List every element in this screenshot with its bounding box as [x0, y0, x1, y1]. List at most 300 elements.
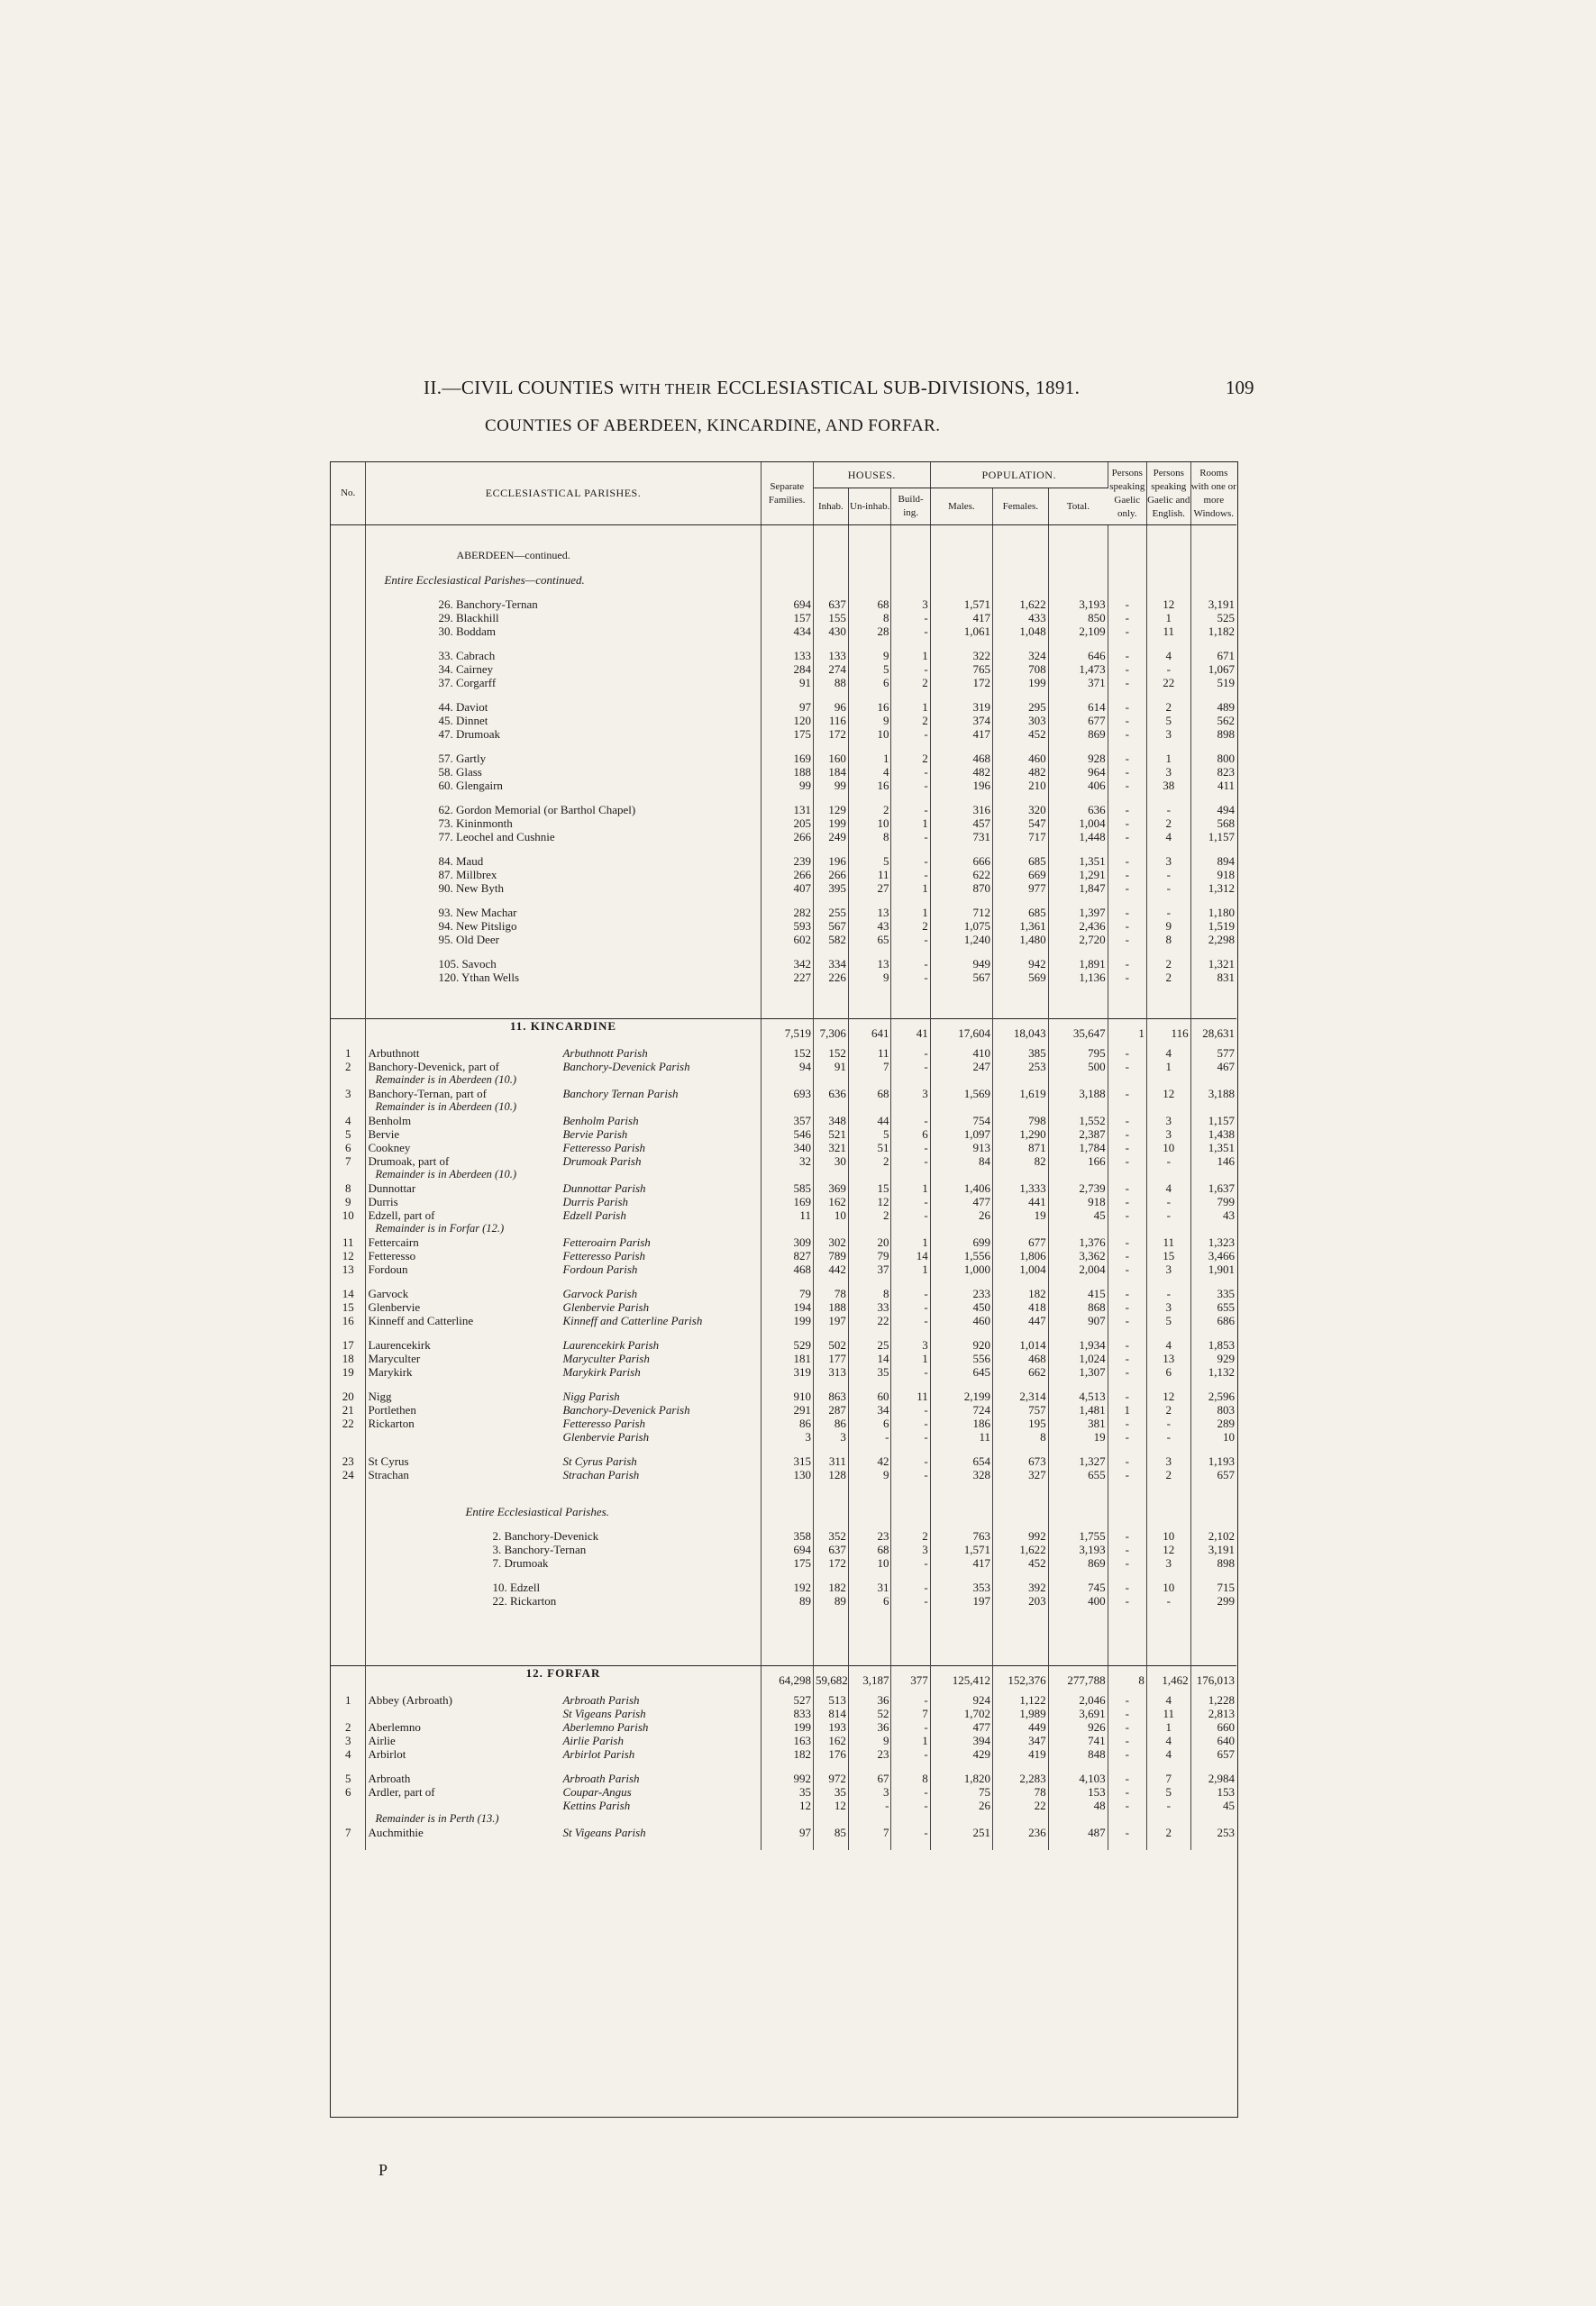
empty-cell	[813, 1618, 848, 1642]
empty-cell	[331, 1642, 366, 1666]
value-cell: -	[1108, 676, 1146, 689]
value-cell: 196	[813, 854, 848, 868]
value-cell: 671	[1217, 649, 1235, 662]
empty-cell	[1190, 1570, 1236, 1581]
parish-name-cell	[366, 1114, 761, 1127]
parish-name-cell	[366, 1181, 761, 1195]
county-total-row	[331, 1666, 1236, 1694]
empty-cell	[813, 895, 848, 906]
value-cell: 3	[1146, 1114, 1190, 1127]
table-row	[331, 1556, 1236, 1570]
empty-cell	[930, 1518, 992, 1529]
row-number: 20	[331, 1390, 366, 1403]
empty-cell	[1108, 1100, 1146, 1114]
value-cell: -	[1108, 1114, 1146, 1127]
ecclesiastical-parish: Marykirk Parish	[562, 1365, 641, 1379]
value-cell: 418	[992, 1300, 1048, 1314]
value-cell: 1,569	[930, 1087, 992, 1100]
value-cell: 255	[813, 906, 848, 919]
value-cell: -	[891, 830, 930, 843]
empty-cell	[930, 984, 992, 995]
value-cell: 12	[1146, 597, 1190, 611]
value-cell: 1,122	[992, 1693, 1048, 1707]
value-cell: -	[891, 1314, 930, 1327]
value-cell: 251	[930, 1826, 992, 1839]
value-cell: -	[891, 1430, 930, 1444]
empty-cell	[992, 587, 1048, 597]
civil-parish: Airlie	[368, 1734, 396, 1747]
remainder-note: Remainder is in Perth (13.)	[366, 1812, 761, 1826]
value-cell: 2	[1146, 700, 1190, 714]
county-name: 12. FORFAR	[366, 1666, 761, 1694]
value-cell: 197	[813, 1314, 848, 1327]
value-cell: -	[1108, 611, 1146, 624]
value-cell: 2,720	[1048, 933, 1108, 946]
empty-cell	[848, 741, 891, 752]
value-cell: 868	[1048, 1300, 1108, 1314]
value-cell: 320	[992, 803, 1048, 816]
value-cell: -	[848, 1430, 891, 1444]
value-cell: 992	[992, 1529, 1048, 1543]
spacer-row	[331, 741, 1236, 752]
value-cell: 694	[761, 597, 813, 611]
value-cell: -	[1108, 881, 1146, 895]
value-cell: -	[1108, 1235, 1146, 1249]
value-cell: 182	[992, 1287, 1048, 1300]
table-row	[331, 1693, 1236, 1707]
empty-cell	[1190, 1761, 1236, 1772]
table-row	[331, 1430, 1236, 1444]
parish-name: 93. New Machar	[366, 906, 761, 919]
empty-cell	[1190, 741, 1236, 752]
value-cell: -	[1108, 1262, 1146, 1276]
value-cell: 316	[930, 803, 992, 816]
value-cell: 11	[1146, 1235, 1190, 1249]
value-cell: 457	[930, 816, 992, 830]
civil-parish: Fettercairn	[368, 1235, 419, 1249]
empty-cell	[1146, 1379, 1190, 1390]
value-cell: 871	[992, 1141, 1048, 1154]
row-number: 21	[331, 1403, 366, 1417]
census-table	[331, 462, 1236, 1850]
value-cell: 172	[813, 727, 848, 741]
empty-cell	[1108, 1518, 1146, 1529]
value-cell: -	[1146, 881, 1190, 895]
table-row	[331, 597, 1236, 611]
empty-cell	[331, 727, 366, 741]
empty-cell	[761, 1444, 813, 1454]
row-number: 6	[331, 1785, 366, 1799]
parish-name-cell	[366, 1390, 761, 1403]
empty-cell	[1190, 1379, 1236, 1390]
value-cell: 949	[930, 957, 992, 971]
parish-name: 2. Banchory-Devenick	[366, 1529, 761, 1543]
value-cell: -	[1108, 1468, 1146, 1481]
empty-cell	[930, 843, 992, 854]
empty-cell	[331, 854, 366, 868]
value-cell: 1,240	[930, 933, 992, 946]
empty-cell	[1108, 573, 1146, 587]
value-cell: 3	[848, 1785, 891, 1799]
empty-cell	[366, 1618, 761, 1642]
table-row	[331, 1300, 1236, 1314]
table-row	[331, 1181, 1236, 1195]
value-cell: 803	[1217, 1403, 1235, 1417]
value-cell: 6	[848, 1594, 891, 1608]
table-row	[331, 1707, 1236, 1720]
value-cell: 4	[1146, 1181, 1190, 1195]
empty-cell	[1048, 1444, 1108, 1454]
value-cell: 266	[813, 868, 848, 881]
col-inhab: Inhab.	[813, 488, 848, 525]
empty-cell	[1048, 562, 1108, 573]
value-cell: -	[1108, 1707, 1146, 1720]
value-cell: 1,473	[1048, 662, 1108, 676]
value-cell: 1,004	[1048, 816, 1108, 830]
value-cell: 120	[761, 714, 813, 727]
value-cell: 97	[761, 700, 813, 714]
empty-cell	[761, 1481, 813, 1505]
value-cell: 91	[761, 676, 813, 689]
empty-cell	[761, 1812, 813, 1826]
empty-cell	[930, 1168, 992, 1181]
empty-cell	[1048, 741, 1108, 752]
value-cell: 3	[1146, 765, 1190, 779]
total-cell: 59,682	[813, 1666, 848, 1694]
value-cell: 13	[1146, 1352, 1190, 1365]
section-subheading: Entire Ecclesiastical Parishes—continued.	[366, 573, 761, 587]
ecclesiastical-parish: Glenbervie Parish	[562, 1300, 650, 1314]
value-cell: 3	[891, 1338, 930, 1352]
empty-cell	[1190, 1839, 1236, 1850]
value-cell: 352	[813, 1529, 848, 1543]
empty-cell	[930, 1276, 992, 1287]
value-cell: -	[891, 727, 930, 741]
value-cell: 381	[1048, 1417, 1108, 1430]
value-cell: 227	[761, 971, 813, 984]
empty-cell	[813, 1327, 848, 1338]
value-cell: 525	[1217, 611, 1235, 624]
value-cell: -	[891, 1208, 930, 1222]
value-cell: 239	[761, 854, 813, 868]
value-cell: 2	[1146, 816, 1190, 830]
empty-cell	[331, 597, 366, 611]
value-cell: 175	[761, 727, 813, 741]
value-cell: 715	[1217, 1581, 1235, 1594]
table-row	[331, 1127, 1236, 1141]
row-number: 12	[331, 1249, 366, 1262]
value-cell: 16	[848, 779, 891, 792]
value-cell: 9	[1146, 919, 1190, 933]
value-cell: 6	[848, 1417, 891, 1430]
value-cell: 1	[1146, 1720, 1190, 1734]
empty-cell	[1190, 1327, 1236, 1338]
civil-parish: Edzell, part of	[368, 1208, 435, 1222]
value-cell: 3,466	[1208, 1249, 1235, 1262]
empty-cell	[1146, 1518, 1190, 1529]
value-cell: -	[1108, 1087, 1146, 1100]
value-cell: 800	[1217, 752, 1235, 765]
parish-name-cell	[366, 1365, 761, 1379]
value-cell: 60	[848, 1390, 891, 1403]
empty-cell	[1190, 549, 1236, 562]
empty-cell	[1108, 1073, 1146, 1087]
empty-cell	[1190, 995, 1236, 1019]
parish-name-cell	[366, 1734, 761, 1747]
value-cell: 172	[930, 676, 992, 689]
value-cell: 763	[930, 1529, 992, 1543]
empty-cell	[992, 792, 1048, 803]
value-cell: 4	[1146, 649, 1190, 662]
empty-cell	[1146, 1481, 1190, 1505]
empty-cell	[331, 1444, 366, 1454]
value-cell: -	[1108, 816, 1146, 830]
empty-cell	[761, 562, 813, 573]
table-row	[331, 649, 1236, 662]
empty-cell	[1108, 1505, 1146, 1518]
empty-cell	[992, 1839, 1048, 1850]
value-cell: 1,481	[1048, 1403, 1108, 1417]
empty-cell	[992, 549, 1048, 562]
ecclesiastical-parish: Banchory-Devenick Parish	[562, 1403, 690, 1417]
parish-name-cell	[366, 1235, 761, 1249]
empty-cell	[891, 792, 930, 803]
value-cell: 2,046	[1048, 1693, 1108, 1707]
spacer-row	[331, 1618, 1236, 1642]
empty-cell	[848, 562, 891, 573]
value-cell: 717	[992, 830, 1048, 843]
value-cell: 1	[1146, 611, 1190, 624]
empty-cell	[813, 689, 848, 700]
value-cell: 1,806	[992, 1249, 1048, 1262]
empty-cell	[331, 1812, 366, 1826]
ecclesiastical-parish: Fetteresso Parish	[562, 1141, 646, 1154]
value-cell: 3	[891, 597, 930, 611]
value-cell: 3,691	[1048, 1707, 1108, 1720]
value-cell: 12	[848, 1195, 891, 1208]
value-cell: 4	[848, 765, 891, 779]
value-cell: 928	[1048, 752, 1108, 765]
empty-cell	[930, 1379, 992, 1390]
ecclesiastical-parish: Kettins Parish	[562, 1799, 631, 1812]
empty-cell	[891, 1100, 930, 1114]
table-row	[331, 1141, 1236, 1154]
empty-cell	[1190, 843, 1236, 854]
empty-cell	[848, 689, 891, 700]
value-cell: 9	[848, 1468, 891, 1481]
value-cell: 321	[813, 1141, 848, 1154]
value-cell: 662	[992, 1365, 1048, 1379]
value-cell: 8	[891, 1772, 930, 1785]
value-cell: 429	[930, 1747, 992, 1761]
value-cell: 6	[1146, 1365, 1190, 1379]
civil-parish: Fordoun	[368, 1262, 408, 1276]
row-number: 16	[331, 1314, 366, 1327]
value-cell: 4	[1146, 1693, 1190, 1707]
value-cell: -	[1108, 1826, 1146, 1839]
empty-cell	[1190, 1608, 1236, 1618]
empty-cell	[1190, 1812, 1236, 1826]
empty-cell	[1146, 1618, 1190, 1642]
empty-cell	[1048, 689, 1108, 700]
empty-cell	[891, 895, 930, 906]
value-cell: 1,619	[992, 1087, 1048, 1100]
empty-cell	[1146, 587, 1190, 597]
table-row	[331, 752, 1236, 765]
value-cell: 1	[1146, 752, 1190, 765]
empty-cell	[1146, 843, 1190, 854]
empty-cell	[1048, 1073, 1108, 1087]
empty-cell	[1146, 1276, 1190, 1287]
ecclesiastical-parish: St Vigeans Parish	[562, 1826, 646, 1839]
value-cell: 2,298	[1208, 933, 1235, 946]
empty-cell	[761, 984, 813, 995]
value-cell: 1	[891, 1235, 930, 1249]
value-cell: 9	[848, 971, 891, 984]
row-number: 7	[331, 1826, 366, 1839]
value-cell: 23	[848, 1747, 891, 1761]
value-cell: 196	[930, 779, 992, 792]
empty-cell	[331, 689, 366, 700]
value-cell: 1	[1108, 1403, 1146, 1417]
empty-cell	[1048, 984, 1108, 995]
empty-cell	[366, 1379, 761, 1390]
value-cell: 1	[891, 1734, 930, 1747]
empty-cell	[1146, 525, 1190, 550]
value-cell: 26	[930, 1799, 992, 1812]
empty-cell	[1048, 638, 1108, 649]
empty-cell	[331, 676, 366, 689]
ecclesiastical-parish: Benholm Parish	[562, 1114, 639, 1127]
value-cell: 1,755	[1048, 1529, 1108, 1543]
value-cell: 181	[761, 1352, 813, 1365]
value-cell: -	[1108, 1799, 1146, 1812]
empty-cell	[848, 549, 891, 562]
remainder-note: Remainder is in Aberdeen (10.)	[366, 1073, 761, 1087]
value-cell: 666	[930, 854, 992, 868]
value-cell: 1,136	[1048, 971, 1108, 984]
empty-cell	[1108, 1222, 1146, 1235]
value-cell: -	[1108, 906, 1146, 919]
value-cell: -	[1108, 727, 1146, 741]
parish-name-cell	[366, 1772, 761, 1785]
empty-cell	[331, 946, 366, 957]
empty-cell	[1146, 1570, 1190, 1581]
table-row	[331, 624, 1236, 638]
total-cell: 277,788	[1048, 1666, 1108, 1694]
value-cell: 131	[761, 803, 813, 816]
value-cell: -	[891, 1556, 930, 1570]
empty-cell	[1146, 1100, 1190, 1114]
empty-cell	[930, 1444, 992, 1454]
parish-name-cell	[366, 1154, 761, 1168]
value-cell: -	[1108, 1747, 1146, 1761]
value-cell: 1,157	[1208, 830, 1235, 843]
value-cell: 1,448	[1048, 830, 1108, 843]
value-cell: 645	[930, 1365, 992, 1379]
table-row	[331, 803, 1236, 816]
table-row	[331, 1338, 1236, 1352]
empty-cell	[331, 1481, 366, 1505]
table-row	[331, 1154, 1236, 1168]
empty-cell	[891, 1761, 930, 1772]
value-cell: 637	[813, 597, 848, 611]
remainder-note: Remainder is in Aberdeen (10.)	[366, 1168, 761, 1181]
empty-cell	[813, 1379, 848, 1390]
value-cell: -	[1108, 649, 1146, 662]
value-cell: -	[1146, 662, 1190, 676]
empty-cell	[848, 587, 891, 597]
empty-cell	[930, 587, 992, 597]
empty-cell	[1190, 1222, 1236, 1235]
empty-cell	[848, 573, 891, 587]
value-cell: -	[891, 1365, 930, 1379]
total-cell: 7,306	[813, 1019, 848, 1047]
empty-cell	[331, 1276, 366, 1287]
row-number: 11	[331, 1235, 366, 1249]
parish-name: 3. Banchory-Ternan	[366, 1543, 761, 1556]
value-cell: -	[1108, 957, 1146, 971]
value-cell: 637	[813, 1543, 848, 1556]
value-cell: 1,048	[992, 624, 1048, 638]
ecclesiastical-parish: Bervie Parish	[562, 1127, 628, 1141]
empty-cell	[331, 919, 366, 933]
value-cell: -	[1108, 1430, 1146, 1444]
value-cell: 798	[992, 1114, 1048, 1127]
value-cell: -	[1108, 1543, 1146, 1556]
value-cell: 1	[891, 700, 930, 714]
section-heading: ABERDEEN—continued.	[366, 549, 761, 562]
empty-cell	[813, 1276, 848, 1287]
empty-cell	[813, 792, 848, 803]
value-cell: -	[891, 868, 930, 881]
empty-cell	[1108, 1618, 1146, 1642]
parish-name: 44. Daviot	[366, 700, 761, 714]
value-cell: 253	[992, 1060, 1048, 1073]
value-cell: 669	[992, 868, 1048, 881]
empty-cell	[1190, 1505, 1236, 1518]
value-cell: 157	[761, 611, 813, 624]
empty-cell	[1048, 573, 1108, 587]
empty-cell	[1048, 895, 1108, 906]
row-number: 13	[331, 1262, 366, 1276]
civil-parish: Maryculter	[368, 1352, 421, 1365]
empty-cell	[813, 1444, 848, 1454]
empty-cell	[1146, 984, 1190, 995]
empty-cell	[1146, 1839, 1190, 1850]
empty-cell	[1048, 1518, 1108, 1529]
empty-cell	[331, 1327, 366, 1338]
value-cell: 430	[813, 624, 848, 638]
value-cell: 9	[848, 1734, 891, 1747]
value-cell: 567	[930, 971, 992, 984]
value-cell: 12	[761, 1799, 813, 1812]
value-cell: -	[1108, 1594, 1146, 1608]
value-cell: 26	[930, 1208, 992, 1222]
empty-cell	[848, 792, 891, 803]
empty-cell	[761, 995, 813, 1019]
col-males: Males.	[930, 488, 992, 525]
value-cell: 694	[761, 1543, 813, 1556]
empty-cell	[331, 906, 366, 919]
parish-name-cell	[366, 1785, 761, 1799]
empty-cell	[366, 1327, 761, 1338]
empty-cell	[1190, 1276, 1236, 1287]
ecclesiastical-parish: Arbuthnott Parish	[562, 1046, 648, 1060]
value-cell: 799	[1217, 1195, 1235, 1208]
value-cell: 3	[1146, 1556, 1190, 1570]
value-cell: 175	[761, 1556, 813, 1570]
